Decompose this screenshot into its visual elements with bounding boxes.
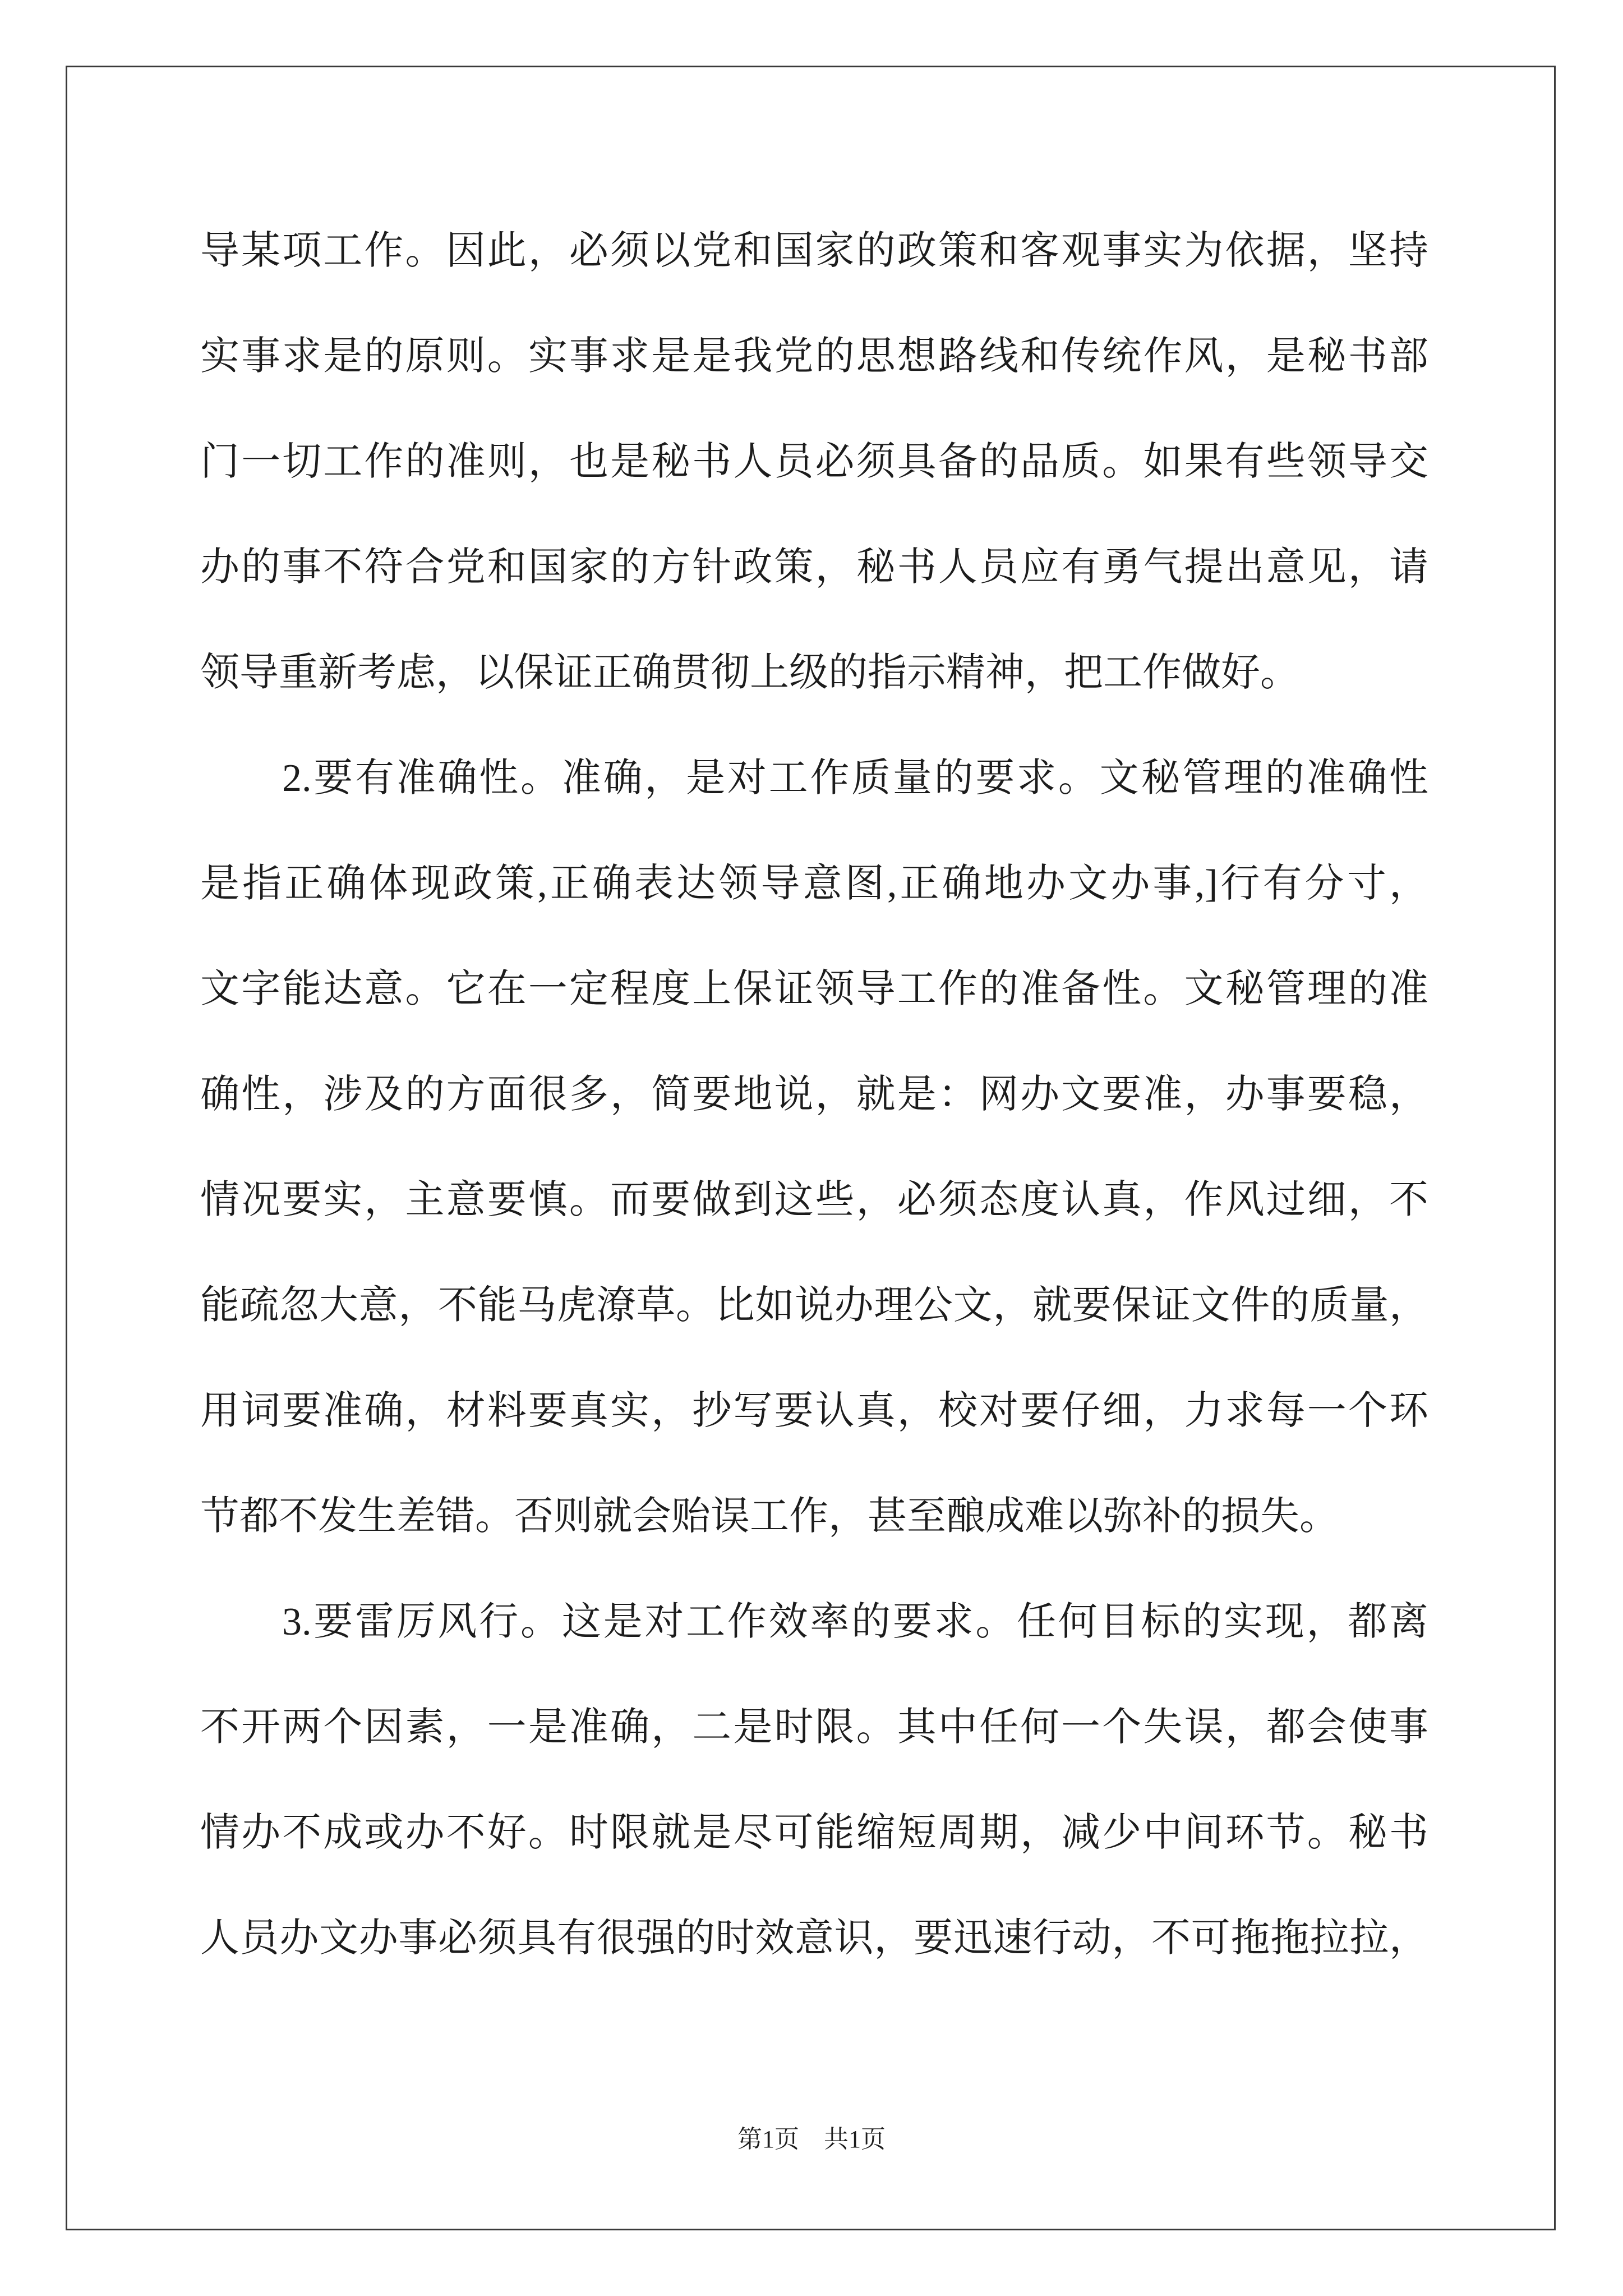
text-line: 是指正确体现政策,正确表达领导意图,正确地办文办事,]行有分寸， — [200, 862, 1428, 905]
text-line: 2.要有准确性。准确，是对工作质量的要求。文秘管理的准确性 — [282, 757, 1428, 800]
text-line: 文字能达意。它在一定程度上保证领导工作的准备性。文秘管理的准 — [200, 968, 1428, 1011]
text-line: 能疏忽大意，不能马虎潦草。比如说办理公文，就要保证文件的质量， — [200, 1284, 1428, 1327]
paragraph-1 — [200, 199, 1428, 726]
page-number-footer: 第1页 共1页 — [737, 2125, 886, 2153]
paragraph-2 — [200, 726, 1428, 1570]
text-line: 情况要实，主意要慎。而要做到这些，必须态度认真，作风过细，不 — [200, 1179, 1428, 1222]
text-line: 门一切工作的准则，也是秘书人员必须具备的品质。如果有些领导交 — [200, 440, 1428, 484]
text-line: 办的事不符合党和国家的方针政策，秘书人员应有勇气提出意见，请 — [200, 546, 1428, 589]
text-line: 实事求是的原则。实事求是是我党的思想路线和传统作风，是秘书部 — [200, 335, 1428, 378]
text-line: 确性，涉及的方面很多，简要地说，就是：网办文要准，办事要稳， — [200, 1073, 1428, 1116]
text-line: 3.要雷厉风行。这是对工作效率的要求。任何目标的实现，都离 — [282, 1600, 1428, 1644]
text-line: 用词要准确，材料要真实，抄写要认真，校对要仔细，力求每一个环 — [200, 1389, 1428, 1433]
document-body — [200, 199, 1428, 1991]
text-line: 导某项工作。因此，必须以党和国家的政策和客观事实为依据，坚持 — [200, 229, 1428, 273]
text-line: 不开两个因素，一是准确，二是时限。其中任何一个失误，都会使事 — [200, 1706, 1428, 1749]
text-line: 领导重新考虑，以保证正确贯彻上级的指示精神，把工作做好。 — [200, 651, 1299, 694]
text-line: 情办不成或办不好。时限就是尽可能缩短周期，减少中间环节。秘书 — [200, 1811, 1428, 1855]
paragraph-3 — [200, 1570, 1428, 1991]
text-line: 节都不发生差错。否则就会贻误工作，甚至酿成难以弥补的损失。 — [200, 1495, 1339, 1538]
text-line: 人员办文办事必须具有很强的时效意识，要迅速行动，不可拖拖拉拉， — [200, 1917, 1428, 1960]
